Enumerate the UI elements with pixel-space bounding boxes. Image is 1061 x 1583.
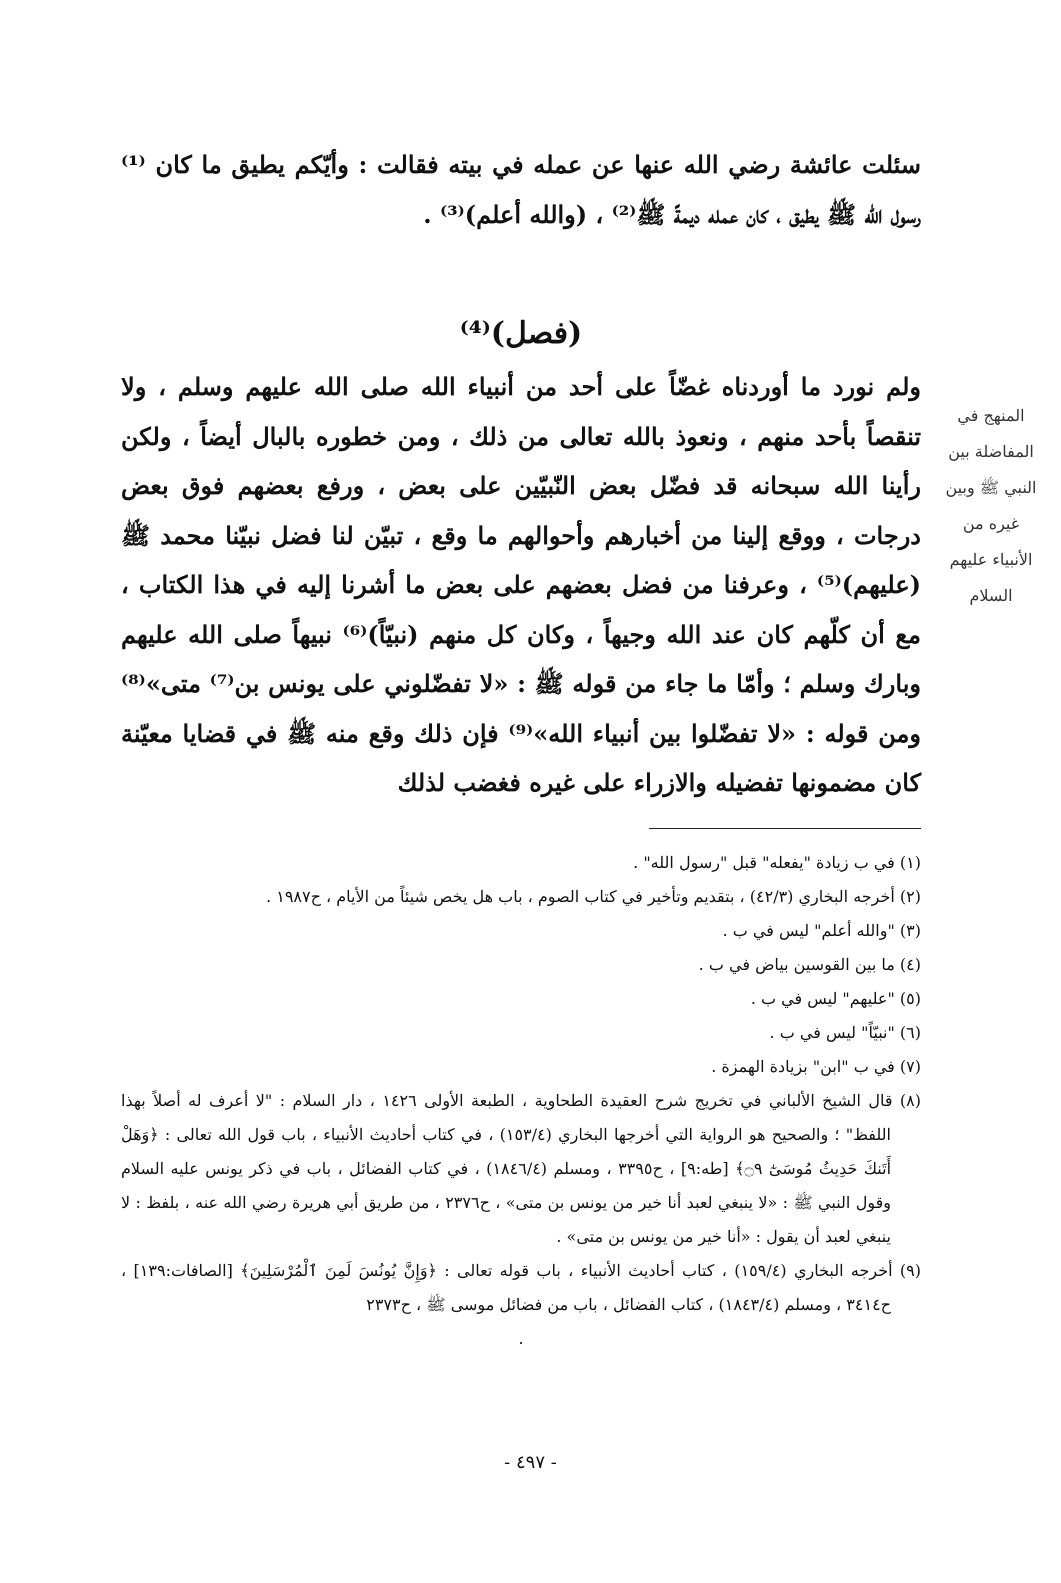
footnote-9: (٩) أخرجه البخاري (١٥٩/٤) ، كتاب أحاديث الأنبياء ، باب قوله تعالى : ﴿وَإِنَّ يُونُسَ لَمِنَ ٱلْمُرْسَلِينَ﴾ [الصافات:١٣٩] ، ح٣٤١٤ ، ومسلم (١٨٤٣/٤) ، كتاب الفضائل ، باب من فضائل موسى ﷺ ، ح٢٣٧٣ <box>121 1261 921 1314</box>
footnote-8: (٨) قال الشيخ الألباني في تخريج شرح العقيدة الطحاوية ، الطبعة الأولى ١٤٢٦ ، دار السلام : "لا أعرف له أصلاً بهذا اللفظ" ؛ والصحيح هو الرواية التي أخرجها البخاري (١٥٣/٤) ، في كتاب أحاديث الأنبياء ، باب قول الله تعالى : ﴿وَهَلْ أَتَنكَ حَدِيثُ مُوسَىٰٓ ۝٩﴾ [طه:٩] ، ح٣٣٩٥ ، ومسلم (١٨٤٦/٤) ، في كتاب الفضائل ، باب في ذكر يونس عليه السلام وقول النبي ﷺ : «لا ينبغي لعبد أنا خير من يونس بن متى» ، ح٢٣٧٦ ، من طريق أبي هريرة رضي الله عنه ، بلفظ : لا ينبغي لعبد أن يقول : «أنا خير من يونس بن متى» . <box>121 1091 922 1246</box>
footnote-4: (٤) ما بين القوسين بياض في ب . <box>698 955 921 974</box>
footnote-6: (٦) "نبيّاً" ليس في ب . <box>769 1023 921 1042</box>
page-number: - ٤٩٧ - <box>504 1452 557 1473</box>
footnotes <box>121 846 921 1356</box>
body-paragraph: ولم نورد ما أوردناه غضّاً على أحد من أنبياء الله صلى الله عليهم وسلم ، ولا تنقصاً بأحد منهم ، ونعوذ بالله تعالى من ذلك ، ومن خطوره بالبال أيضاً ، ولكن رأينا الله سبحانه قد فضّل بعض النّبيّين على بعض ، ورفع بعضهم فوق بعض درجات ، ووقع إلينا من أخبارهم وأحوالهم ما وقع ، تبيّن لنا فضل نبيّنا محمد ﷺ (عليهم)⁽⁵⁾ ، وعرفنا من فضل بعضهم على بعض ما أشرنا إليه في هذا الكتاب ، مع أن كلّهم كان عند الله وجيهاً ، وكان كل منهم (نبيّاً)⁽⁶⁾ نبيهاً صلى الله عليهم وبارك وسلم ؛ وأمّا ما جاء من قوله ﷺ : «لا تفضّلوني على يونس بن⁽⁷⁾ متى»⁽⁸⁾ ومن قوله : «لا تفضّلوا بين أنبياء الله»⁽⁹⁾ فإن ذلك وقع منه ﷺ في قضايا معيّنة كان مضمونها تفضيله والازراء على غيره فغضب لذلك <box>121 372 921 797</box>
footnote-3: (٣) "والله أعلم" ليس في ب . <box>722 921 921 940</box>
footnote-separator <box>649 828 921 829</box>
section-heading: (فصل)⁽⁴⁾ <box>459 316 583 351</box>
footnote-2: (٢) أخرجه البخاري (٤٢/٣) ، بتقديم وتأخير في كتاب الصوم ، باب هل يخص شيئاً من الأيام ، ح١٩٨٧ . <box>266 887 921 906</box>
footnote-1: (١) في ب زيادة "يفعله" قبل "رسول الله" . <box>633 853 921 872</box>
trailing-mark: . <box>518 1329 524 1348</box>
footnote-7: (٧) في ب "ابن" بزيادة الهمزة . <box>711 1057 921 1076</box>
intro-paragraph: سئلت عائشة رضي الله عنها عن عمله في بيته فقالت : وأيّكم يطيق ما كان ⁽¹⁾رسول الله ﷺ يطيق ، كان عمله ديمةً ﷺ⁽²⁾ ، (والله أعلم)⁽³⁾ . <box>121 150 921 229</box>
margin-note: المنهج في المفاضلة بين النبي ﷺ وبين غيره من الأنبياء عليهم السلام <box>945 406 1037 605</box>
footnote-5: (٥) "عليهم" ليس في ب . <box>750 989 921 1008</box>
